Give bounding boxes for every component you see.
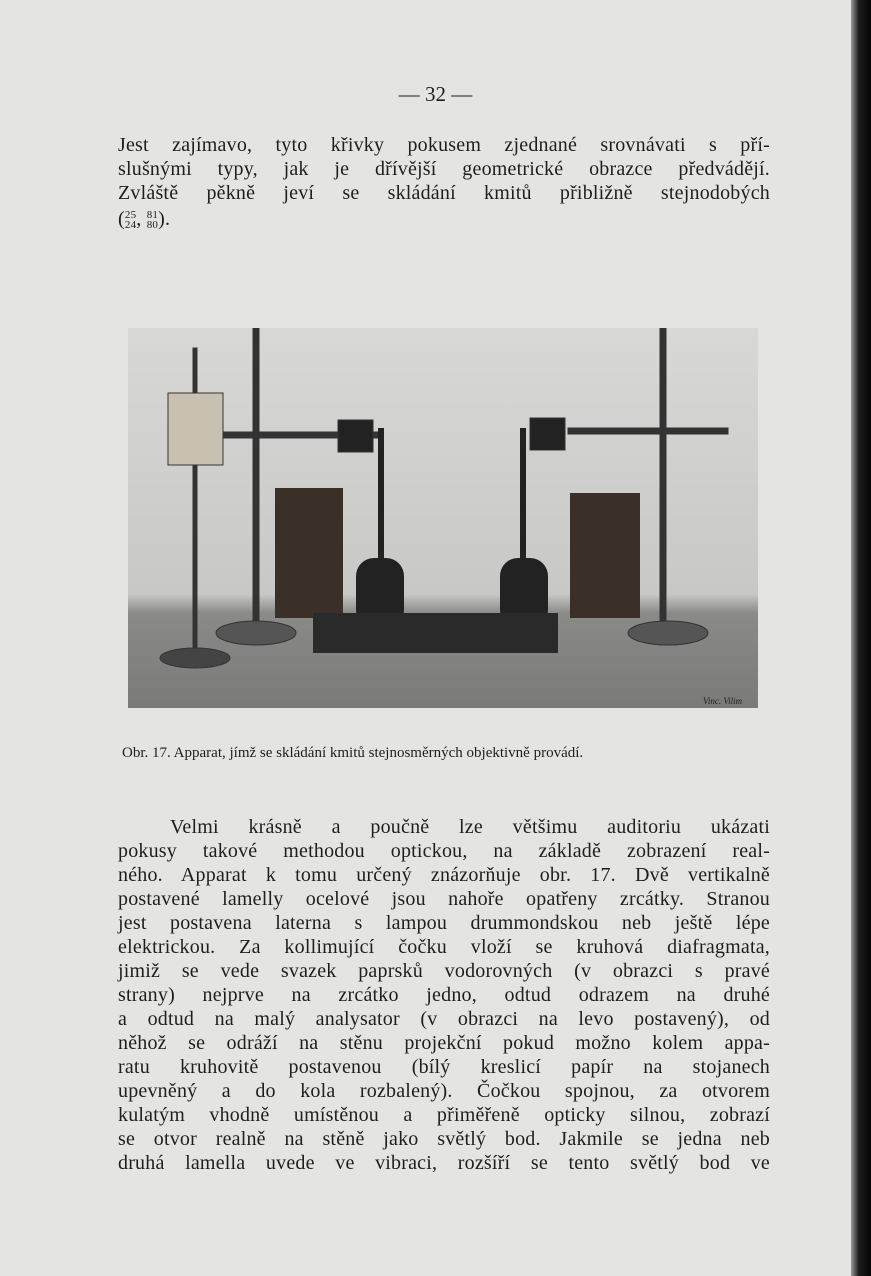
body-line: postavené lamelly ocelové jsou nahoře opatřeny zrcátky. Stranou xyxy=(118,888,770,910)
intro-line: Zvláště pěkně jeví se skládání kmitů přibližně stejnodobých xyxy=(118,182,770,204)
denominator: 80 xyxy=(146,219,159,232)
engraver-signature: Vinc. Vilim xyxy=(703,696,743,706)
intro-fractions: (25 24, 81 80). xyxy=(118,208,171,232)
body-line: elektrickou. Za kollimující čočku vloží se kruhová diafragmata, xyxy=(118,936,770,958)
body-line: se otvor realně na stěně jako světlý bod. Jakmile se jedna neb xyxy=(118,1128,770,1150)
body-line: jimiž se vede svazek paprsků vodorovných (v obrazci s pravé xyxy=(118,960,770,982)
book-binding-edge xyxy=(851,0,871,1276)
body-line: upevněný a do kola rozbalený). Čočkou spojnou, za otvorem xyxy=(118,1080,770,1102)
body-line: kulatým vhodně umístěnou a přiměřeně opticky silnou, zobrazí xyxy=(118,1104,770,1126)
intro-line: slušnými typy, jak je dřívější geometrické obrazce předvádějí. xyxy=(118,158,770,180)
body-line: ného. Apparat k tomu určený znázorňuje obr. 17. Dvě vertikalně xyxy=(118,864,770,886)
body-line: pokusy takové methodou optickou, na základě zobrazení real- xyxy=(118,840,770,862)
base-board xyxy=(313,613,558,653)
body-line: a odtud na malý analysator (v obrazci na levo postavený), od xyxy=(118,1008,770,1030)
figure-caption: Obr. 17. Apparat, jímž se skládání kmitů stejnosměrných objektivně provádí. xyxy=(122,745,584,761)
fraction-1 xyxy=(125,210,136,230)
denominator: 24 xyxy=(124,219,137,232)
numerator: 81 xyxy=(146,209,159,222)
body-line: druhá lamella uvede ve vibraci, rozšíří se tento světlý bod ve xyxy=(118,1152,770,1174)
body-line: ratu kruhovitě postavenou (bílý kreslicí papír na stojanech xyxy=(118,1056,770,1078)
intro-line: Jest zajímavo, tyto křivky pokusem zjednané srovnávati s pří- xyxy=(118,134,770,156)
body-line: Velmi krásně a poučně lze většimu auditoriu ukázati xyxy=(170,816,770,838)
body-line: něhož se odráží na stěnu projekční pokud možno kolem appa- xyxy=(118,1032,770,1054)
body-line: strany) nejprve na zrcátko jedno, odtud odrazem na druhé xyxy=(118,984,770,1006)
apparatus-photograph xyxy=(128,328,758,708)
page-number: — 32 — xyxy=(398,82,473,106)
numerator: 25 xyxy=(124,209,137,222)
fraction-2 xyxy=(147,210,158,230)
body-line: jest postavena laterna s lampou drummondskou neb ještě lépe xyxy=(118,912,770,934)
